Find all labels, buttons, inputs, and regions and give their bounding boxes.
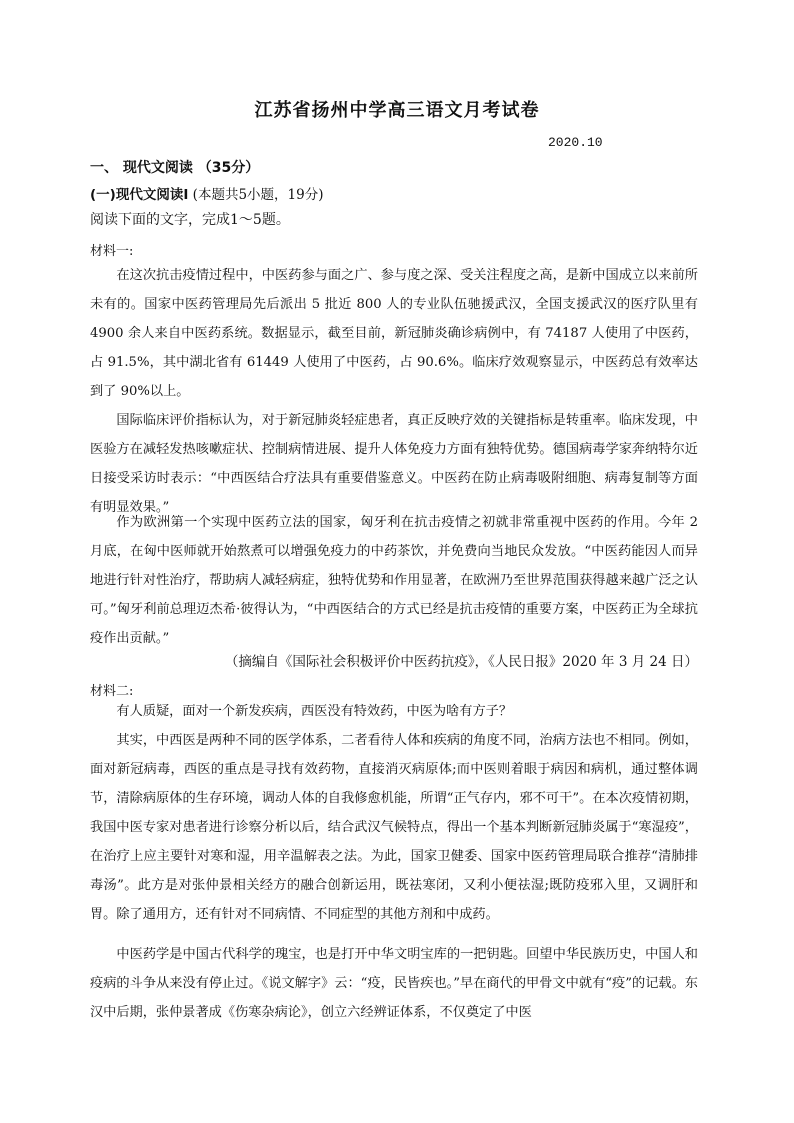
material-two-paragraph-1: 有人质疑，面对一个新发疾病，西医没有特效药，中医为啥有方子？ xyxy=(116,704,513,719)
material-two-paragraph-2: 其实，中西医是两种不同的医学体系，二者看待人体和疾病的角度不同，治病方法也不相同。例如，面对新冠病毒，西医的重点是寻找有效药物，直接消灭病原体;而中医则着眼于病因和病机，通过整体调节，清除病原体的生存环境，调动人体的自我修愈机能，所谓“正气存内，邪不可干”。在本次疫情初期，我国中医专家对患者进行诊察分析以后，结合武汉气候特点，得出一个基本判断新冠肺炎属于“寒湿疫”，在治疗上应主要针对寒和湿，用辛温解表之法。为此，国家卫健委、国家中医药管理局联合推荐“清肺排毒汤”。此方是对张仲景相关经方的融合创新运用，既祛寒闭，又利小便祛湿;既防疫邪入里，又调肝和胃。除了通用方，还有针对不同病情、不同症型的其他方剂和中成药。 xyxy=(90,733,698,922)
material-one-paragraph-2: 国际临床评价指标认为，对于新冠肺炎轻症患者，真正反映疗效的关键指标是转重率。临床发现，中医验方在减轻发热咳嗽症状、控制病情进展、提升人体免疫力方面有独特优势。德国病毒学家奔纳特尔近日接受采访时表示：“中西医结合疗法具有重要借鉴意义。中医药在防止病毒吸附细胞、病毒复制等方面有明显效果。” xyxy=(90,413,698,515)
material-one-paragraph-1: 在这次抗击疫情过程中，中医药参与面之广、参与度之深、受关注程度之高，是新中国成立以来前所未有的。国家中医药管理局先后派出 5 批近 800 人的专业队伍驰援武汉，全国支援武汉的医疗队里有 4900 余人来自中医药系统。数据显示，截至目前，新冠肺炎确诊病例中，有 74187 人使用了中医药，占 91.5%，其中湖北省有 61449 人使用了中医药，占 90.6%。临床疗效观察显示，中医药总有效率达到了 90%以上。 xyxy=(90,268,698,399)
subsection-label: (一)现代文阅读Ⅰ xyxy=(90,187,189,203)
material-one-label: 材料一: xyxy=(90,244,134,259)
subsection-note: (本题共5小题，19分) xyxy=(192,187,324,203)
material-two-label: 材料二: xyxy=(90,684,134,699)
subsection-heading xyxy=(90,183,323,203)
exam-title: 江苏省扬州中学高三语文月考试卷 xyxy=(254,100,540,121)
material-one-paragraph-3: 作为欧洲第一个实现中医药立法的国家，匈牙利在抗击疫情之初就非常重视中医药的作用。今年 2 月底，在匈中医师就开始熬煮可以增强免疫力的中药茶饮，并免费向当地民众发放。“中医药能因人而异地进行针对性治疗，帮助病人减轻病症，独特优势和作用显著，在欧洲乃至世界范围获得越来越广泛之认可。”匈牙利前总理迈杰希·彼得认为，“中西医结合的方式已经是抗击疫情的重要方案，中医药正为全球抗疫作出贡献。” xyxy=(90,515,698,646)
section-heading: 一、 现代文阅读 （35分） xyxy=(90,160,260,176)
exam-date: 2020.10 xyxy=(548,135,603,150)
material-two-paragraph-3: 中医药学是中国古代科学的瑰宝，也是打开中华文明宝库的一把钥匙。回望中华民族历史，中国人和疫病的斗争从来没有停止过。《说文解字》云：“疫，民皆疾也。”早在商代的甲骨文中就有“疫”的记载。东汉中后期，张仲景著成《伤寒杂病论》，创立六经辨证体系，不仅奠定了中医 xyxy=(90,947,698,1020)
reading-instruction: 阅读下面的文字，完成1～5题。 xyxy=(90,212,290,228)
material-one-source: （摘编自《国际社会积极评价中医药抗疫》，《人民日报》2020 年 3 月 24 日） xyxy=(224,654,698,670)
